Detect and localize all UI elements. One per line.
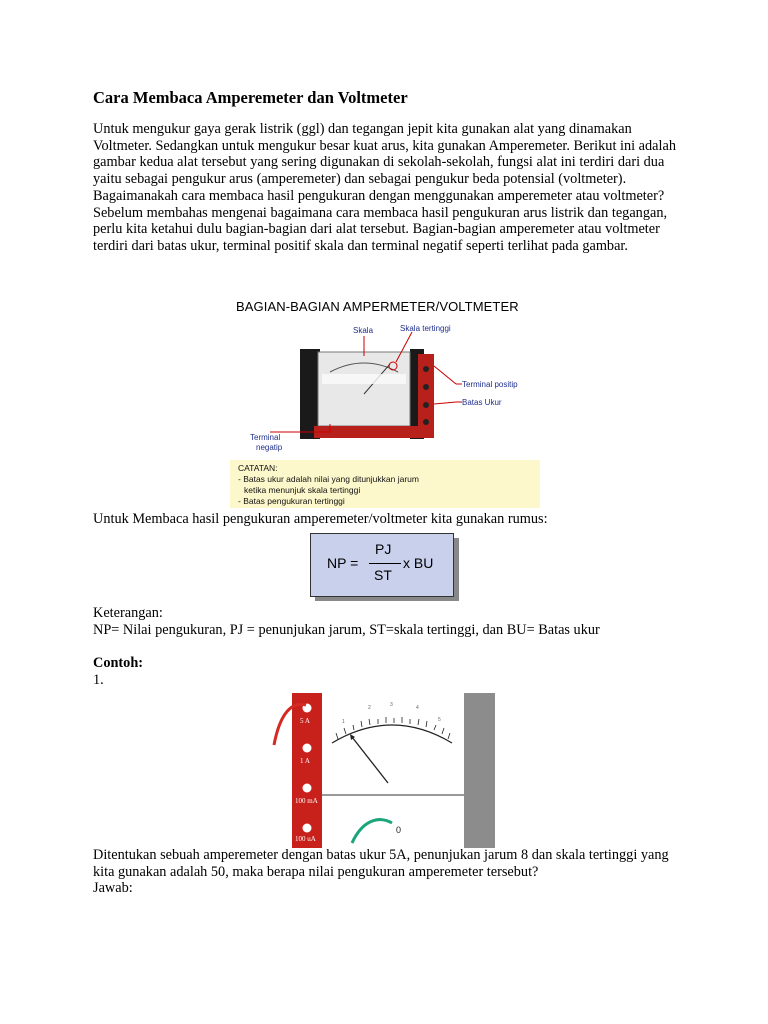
range-1a: 1 A xyxy=(300,757,310,765)
catatan-box xyxy=(230,460,540,508)
formula-numerator: PJ xyxy=(375,541,392,557)
page-title: Cara Membaca Amperemeter dan Voltmeter xyxy=(93,88,408,107)
ammeter-diagram xyxy=(270,693,495,848)
fraction-bar xyxy=(369,563,401,564)
formula-np: NP = xyxy=(327,555,359,571)
svg-text:5: 5 xyxy=(438,717,441,723)
figure-heading: BAGIAN-BAGIAN AMPERMETER/VOLTMETER xyxy=(236,299,519,314)
catatan-title: CATATAN: xyxy=(238,463,278,473)
meter-parts-figure xyxy=(230,294,542,512)
label-batas-ukur: Batas Ukur xyxy=(462,398,502,407)
catatan-line-1: - Batas ukur adalah nilai yang ditunjukkan jarum xyxy=(238,474,419,484)
svg-text:3: 3 xyxy=(390,702,393,708)
svg-text:4: 4 xyxy=(416,705,419,711)
catatan-line-2: ketika menunjuk skala tertinggi xyxy=(244,485,361,495)
jawab-label: Jawab: xyxy=(93,880,133,897)
label-skala-tertinggi: Skala tertinggi xyxy=(400,324,451,333)
svg-text:1: 1 xyxy=(342,719,345,725)
formula-times-bu: x BU xyxy=(403,555,434,571)
svg-text:2: 2 xyxy=(368,705,371,711)
formula-denominator: ST xyxy=(374,567,392,583)
label-terminal-positip: Terminal positip xyxy=(462,380,518,389)
paragraph-parts: Bagaimanakah cara membaca hasil pengukuran dengan menggunakan amperemeter atau voltmeter? Sebelum membahas mengenai bagaimana cara membaca hasil pengukuran arus listrik dan tegangan, perlu kita ketahui dulu bagian-bagian dari alat tersebut. Bagian-bagian amperemeter atau voltmeter terdiri dari batas ukur, terminal positif skala dan terminal negatif seperti terlihat pada gambar. xyxy=(93,187,668,254)
document-body xyxy=(93,88,683,255)
paragraph-formula-intro: Untuk Membaca hasil pengukuran amperemeter/voltmeter kita gunakan rumus: xyxy=(93,511,548,527)
paragraph-intro: Untuk mengukur gaya gerak listrik (ggl) dan tegangan jepit kita gunakan alat yang dinamakan Voltmeter. Sedangkan untuk mengukur besar kuat arus, kita gunakan Amperemeter. Berikut ini adalah gambar kedua alat tersebut yang sering digunakan di sekolah-sekolah, fungsi alat ini terdiri dari dua yaitu sebagai pengukur arus (amperemeter) dan sebagai pengukur beda potensial (voltmeter). xyxy=(93,121,676,188)
example-number: 1. xyxy=(93,672,104,689)
keterangan-label: Keterangan: xyxy=(93,605,163,621)
catatan-line-3: - Batas pengukuran tertinggi xyxy=(238,496,345,506)
range-5a: 5 A xyxy=(300,717,310,725)
label-negatip: negatip xyxy=(256,443,283,452)
label-skala: Skala xyxy=(353,326,374,335)
zero-label: 0 xyxy=(396,825,402,835)
ammeter-example-figure xyxy=(270,693,495,848)
range-100ua: 100 uA xyxy=(295,835,316,843)
contoh-label: Contoh: xyxy=(93,655,144,672)
formula-box xyxy=(310,533,460,603)
question-text: Ditentukan sebuah amperemeter dengan batas ukur 5A, penunjukan jarum 8 dan skala tertinggi yang kita gunakan adalah 50, maka berapa nilai pengukuran amperemeter tersebut? xyxy=(93,847,669,880)
keterangan-text: NP= Nilai pengukuran, PJ = penunjukan jarum, ST=skala tertinggi, dan BU= Batas ukur xyxy=(93,621,600,638)
range-100ma: 100 mA xyxy=(295,797,318,805)
label-terminal: Terminal xyxy=(250,433,281,442)
